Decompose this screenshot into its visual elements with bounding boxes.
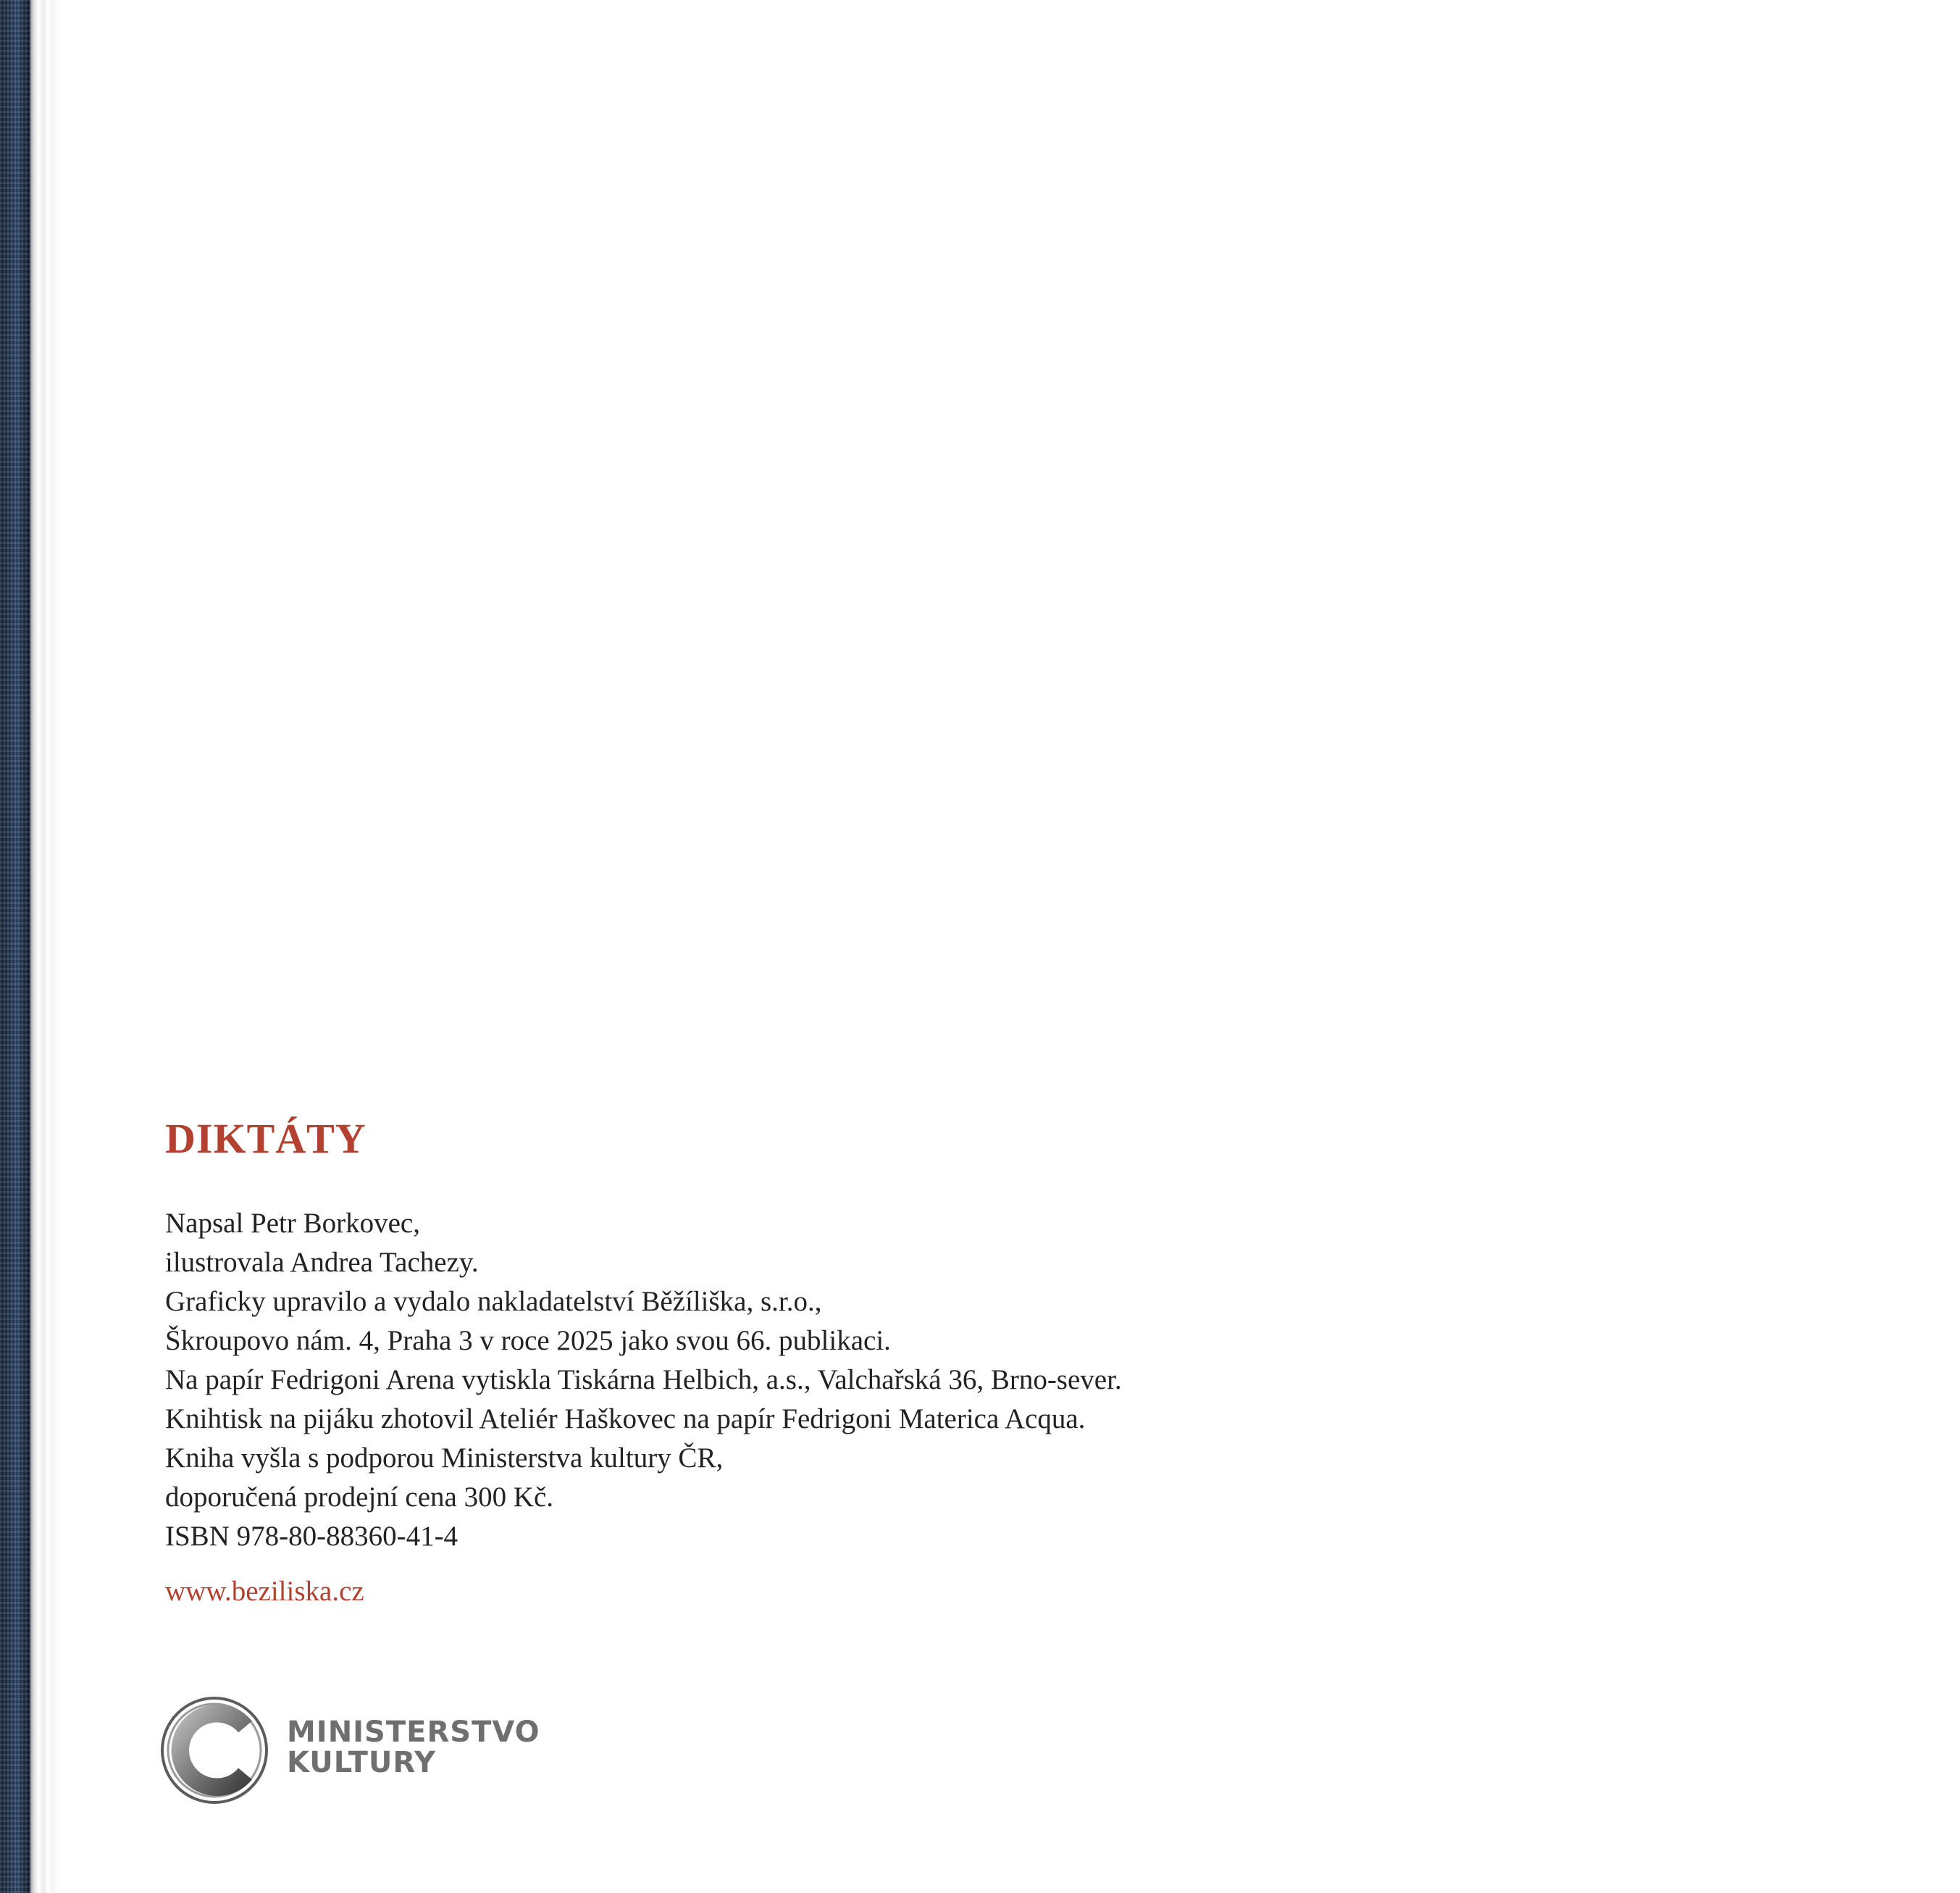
logo-text-line1: MINISTERSTVO — [287, 1716, 540, 1749]
ministry-of-culture-c-icon — [156, 1692, 272, 1808]
colophon-line-author: Napsal Petr Borkovec, — [165, 1207, 420, 1239]
colophon-line-address: Škroupovo nám. 4, Praha 3 v roce 2025 jako svou 66. publikaci. — [165, 1324, 891, 1356]
colophon-line-printer: Na papír Fedrigoni Arena vytiskla Tiskárna Helbich, a.s., Valchařská 36, Brno-sever. — [165, 1363, 1122, 1395]
colophon-line-illustrator: ilustrovala Andrea Tachezy. — [165, 1246, 479, 1278]
publisher-website-link[interactable]: www.beziliska.cz — [165, 1575, 364, 1607]
colophon-block — [165, 1116, 1541, 1611]
page-edges — [30, 0, 58, 1893]
colophon-line-publisher: Graficky upravilo a vydalo nakladatelství Běžíliška, s.r.o., — [165, 1285, 822, 1317]
colophon-text — [165, 1204, 1541, 1556]
colophon-line-isbn: ISBN 978-80-88360-41-4 — [165, 1520, 458, 1552]
ministry-logo-text — [287, 1717, 540, 1778]
ministry-of-culture-logo — [156, 1692, 562, 1814]
logo-text-line2: KULTURY — [287, 1746, 436, 1779]
colophon-line-support: Kniha vyšla s podporou Ministerstva kultury ČR, — [165, 1442, 724, 1474]
book-spine — [0, 0, 30, 1893]
colophon-line-letterpress: Knihtisk na pijáku zhotovil Ateliér Haškovec na papír Fedrigoni Materica Acqua. — [165, 1403, 1086, 1434]
colophon-line-price: doporučená prodejní cena 300 Kč. — [165, 1481, 554, 1513]
book-title: DIKTÁTY — [165, 1115, 367, 1162]
